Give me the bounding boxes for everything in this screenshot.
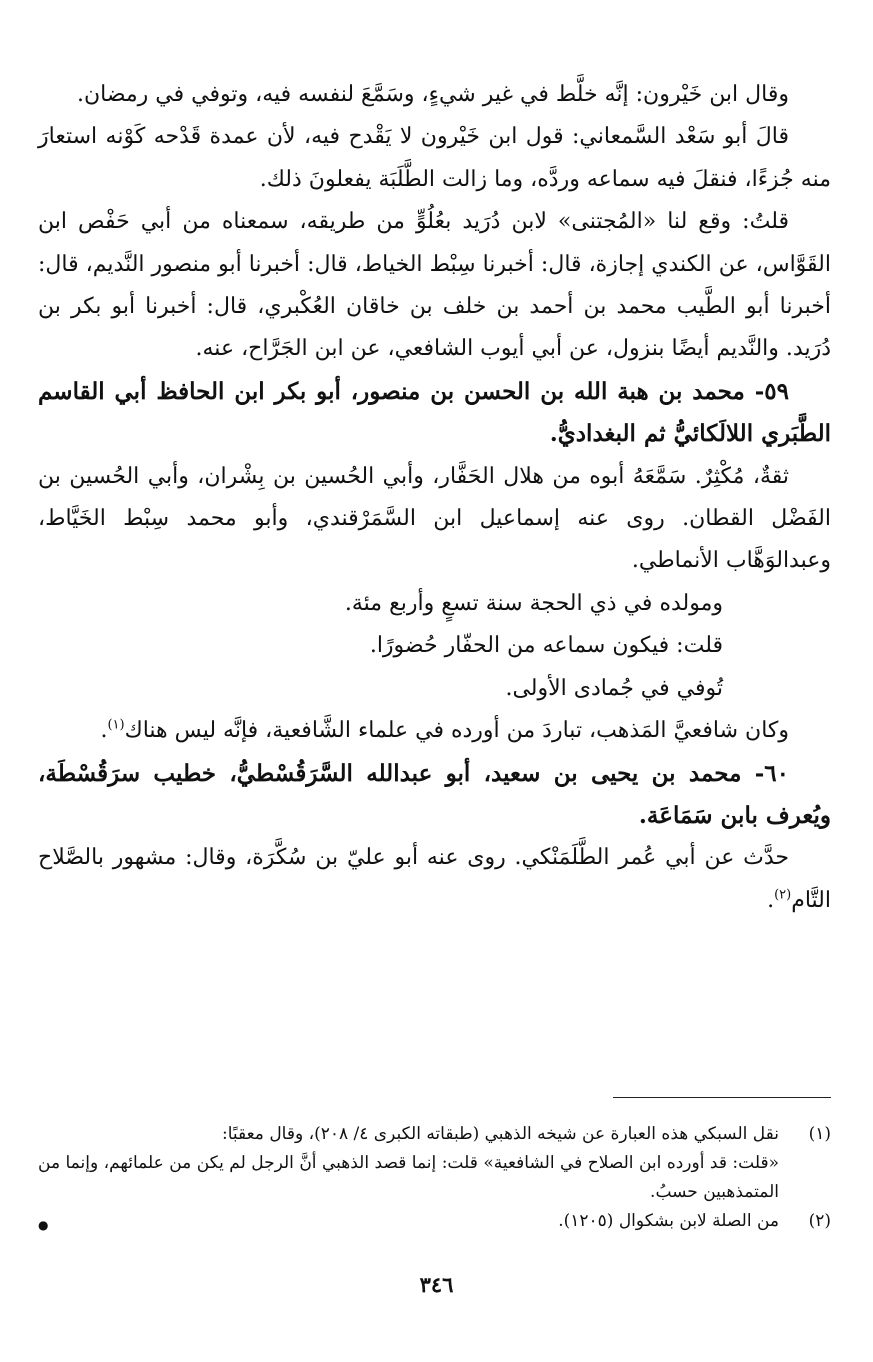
paragraph-end: . [100,718,108,744]
page-number: ٣٤٦ [419,1272,454,1297]
paragraph: ثقةٌ، مُكْثِرٌ. سَمَّعَهُ أبوه من هلال الحَفَّار، وأبي الحُسين بن بِشْران، وأبي الحُسين بن الفَضْل القطان. روى عنه إسماعيل ابن السَّمَرْقندي، وأبو محمد سِبْط الخَيَّاط، وعبدالوَهَّاب الأنماطي. [38,463,831,574]
paragraph: تُوفي في جُمادى الأولى. [505,675,723,701]
main-text [38,74,831,922]
footnote-divider [613,1097,831,1098]
paragraph: قلت: فيكون سماعه من الحفّار حُضورًا. [369,633,723,659]
entry-heading-60: ٦٠- محمد بن يحيى بن سعيد، أبو عبدالله السَّرَقُسْطيُّ، خطيب سرَقُسْطَة، ويُعرف بابن سَمَاعَة. [38,759,831,829]
paragraph: قالَ أبو سَعْد السَّمعاني: قول ابن خَيْرون لا يَقْدح فيه، لأن عمدة قَدْحه كَوْنه استعارَ منه جُزءًا، فنقلَ فيه سماعه وردَّه، وما زالت الطَّلَبَة يفعلونَ ذلك. [38,124,831,192]
footnote-ref[interactable]: (١) [107,717,125,733]
footnote-1 [38,1120,831,1149]
paragraph: وقال ابن خَيْرون: إنَّه خلَّط في غير شيءٍ، وسَمَّعَ لنفسه فيه، وتوفي في رمضان. [76,82,789,107]
footnote-text: نقل السبكي هذه العبارة عن شيخه الذهبي (طبقاته الكبرى ٤/ ٢٠٨)، وقال معقبًا: [221,1124,779,1144]
paragraph [38,710,831,752]
paragraph [38,837,831,922]
paragraph-text: حدَّث عن أبي عُمر الطَّلَمَنْكي. روى عنه أبو عليّ بن سُكَّرَة، وقال: مشهور بالصَّلاح التَّام [38,845,831,913]
print-speck: ● [38,1218,49,1232]
paragraph-end: . [767,887,775,913]
footnote-number: (١) [808,1124,831,1144]
footnote-2 [38,1207,831,1236]
footnotes [38,1120,831,1236]
paragraph: قلتُ: وقع لنا «المُجتنى» لابن دُرَيد بعُلُوٍّ من طريقه، سمعناه من أبي حَفْص ابن القَوَّاس، عن الكندي إجازة، قال: أخبرنا سِبْط الخياط، قال: أخبرنا أبو منصور النَّديم، قال: أخبرنا أبو الطَّيب محمد بن أحمد بن خلف بن خاقان العُكْبري، قال: أخبرنا أبو بكر بن دُرَيد. والنَّديم أيضًا بنزول، عن أبي أيوب الشافعي، عن ابن الجَرَّاح، عنه. [38,209,831,362]
paragraph-text: وكان شافعيَّ المَذهب، تباردَ من أورده في علماء الشَّافعية، فإنَّه ليس هناك [124,718,789,744]
footnote-text: من الصلة لابن بشكوال (١٢٠٥). [558,1211,779,1231]
footnote-number: (٢) [808,1211,831,1231]
paragraph: ومولده في ذي الحجة سنة تسعٍ وأربع مئة. [344,590,723,616]
footnote-ref[interactable]: (٢) [774,887,792,903]
footnote-text-continued: «قلت: قد أورده ابن الصلاح في الشافعية» قلت: إنما قصد الذهبي أنَّ الرجل لم يكن من علمائهم، وإنما من المتمذهبين حسبُ. [38,1153,779,1202]
entry-heading-59: ٥٩- محمد بن هبة الله بن الحسن بن منصور، أبو بكر ابن الحافظ أبي القاسم الطَّبَري اللالَكائيُّ ثم البغداديُّ. [38,377,831,448]
